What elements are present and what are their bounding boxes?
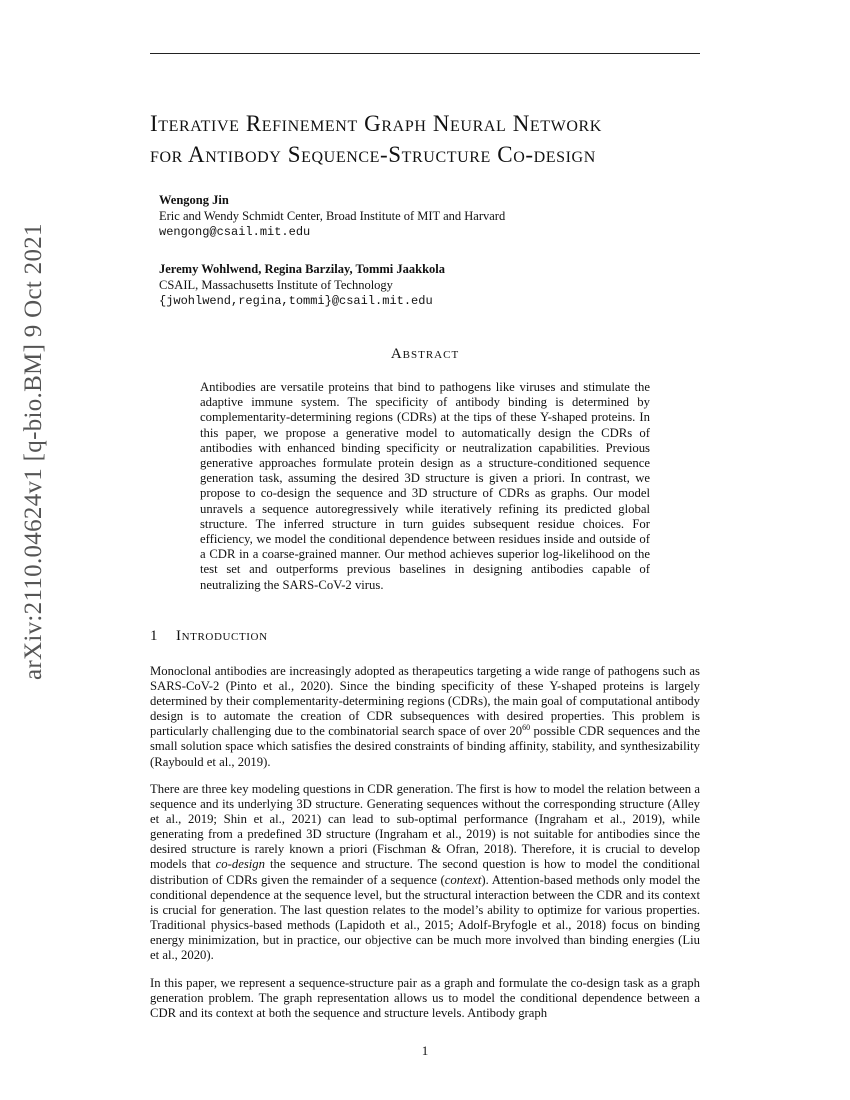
- intro-paragraph-1: [150, 664, 700, 770]
- author-email: wengong@csail.mit.edu: [159, 225, 311, 239]
- author-affiliation: Eric and Wendy Schmidt Center, Broad Institute of MIT and Harvard: [159, 209, 506, 223]
- section-number: 1: [150, 628, 159, 644]
- paragraph-text: There are three key modeling questions in CDR generation. The first is how to model the relation between a sequence and its underlying 3D structure. Generating sequences without the corresponding structure (Alley et al., 2019; Shin et al., 2021) can lead to sub-optimal performance (Ingraham et al., 2019), while generating from a predefined 3D structure (Ingraham et al., 2019) is not suitable for antibodies since the desired structure is rarely known a priori (Fischman & Ofran, 2018). Therefore, it is crucial to develop models that: [150, 782, 700, 872]
- paragraph-text: Monoclonal antibodies are increasingly adopted as therapeutics targeting a wide range of pathogens such as SARS-CoV-2 (Pinto et al., 2020). Since the binding specificity of these Y-shaped proteins is largely determined by their complementarity-determining regions (CDRs), the main goal of computational antibody design is to automate the creation of CDR subsequences with desired properties. This problem is particularly challenging due to the combinatorial search space of over 20: [150, 664, 700, 739]
- abstract-text: Antibodies are versatile proteins that bind to pathogens like viruses and stimulate the adaptive immune system. The specificity of antibody binding is determined by complementarity-determining regions (CDRs) at the tips of these Y-shaped proteins. In this paper, we propose a generative model to automatically design the CDRs of antibodies with enhanced binding specificity or neutralization capabilities. Previous generative approaches formulate protein design as a structure-conditioned sequence generation task, assuming the desired 3D structure is given a priori. In contrast, we propose to co-design the sequence and 3D structure of CDRs as graphs. Our model unravels a sequence autoregressively while iteratively refining its predicted global structure. The inferred structure in turn guides subsequent residue choices. For efficiency, we model the conditional dependence between residues inside and outside of a CDR in a coarse-grained manner. Our method achieves superior log-likelihood on the test set and outperforms previous baselines in designing antibodies capable of neutralizing the SARS-CoV-2 virus.: [200, 380, 650, 592]
- title-line-2: for Antibody Sequence-Structure Co-design: [150, 142, 596, 167]
- author-email: {jwohlwend,regina,tommi}@csail.mit.edu: [159, 294, 433, 308]
- abstract-heading: Abstract: [390, 346, 460, 362]
- emphasis: co-design: [215, 857, 265, 872]
- author-block-1: [159, 192, 699, 240]
- author-block-2: [159, 261, 699, 309]
- paragraph-text: possible CDR sequences and the small solution space which satisfies the desired constraints of binding affinity, stability, and synthesizability (Raybould et al., 2019).: [150, 724, 700, 769]
- arxiv-identifier: arXiv:2110.04624v1 [q-bio.BM] 9 Oct 2021: [20, 223, 47, 680]
- paragraph-text: the sequence and structure. The second question is how to model the conditional distribution of CDRs given the remainder of a sequence (: [150, 857, 700, 887]
- page-number: 1: [421, 1043, 429, 1058]
- intro-paragraph-3: In this paper, we represent a sequence-structure pair as a graph and formulate the co-design task as a graph generation problem. The graph representation allows us to model the conditional dependence between a CDR and its context at both the sequence and structure levels. Antibody graph: [150, 976, 700, 1021]
- section-heading: [150, 628, 268, 645]
- author-affiliation: CSAIL, Massachusetts Institute of Technology: [159, 278, 393, 292]
- intro-paragraph-2: [150, 782, 700, 963]
- section-title: Introduction: [176, 628, 268, 644]
- author-names: Jeremy Wohlwend, Regina Barzilay, Tommi Jaakkola: [159, 262, 446, 276]
- paragraph-text: ). Attention-based methods only model the conditional dependence at the sequence level, but the structural interaction between the CDR and its context is crucial for generation. The last question relates to the model’s ability to optimize for various properties. Traditional physics-based methods (Lapidoth et al., 2015; Adolf-Bryfogle et al., 2018) focus on binding energy minimization, but in practice, our objective can be much more involved than binding energies (Liu et al., 2020).: [150, 872, 701, 963]
- author-names: Wengong Jin: [159, 193, 229, 207]
- superscript: 60: [522, 723, 531, 733]
- paper-title: [150, 108, 710, 170]
- top-rule: [150, 53, 700, 54]
- title-line-1: Iterative Refinement Graph Neural Network: [150, 111, 602, 136]
- emphasis: context: [444, 872, 482, 887]
